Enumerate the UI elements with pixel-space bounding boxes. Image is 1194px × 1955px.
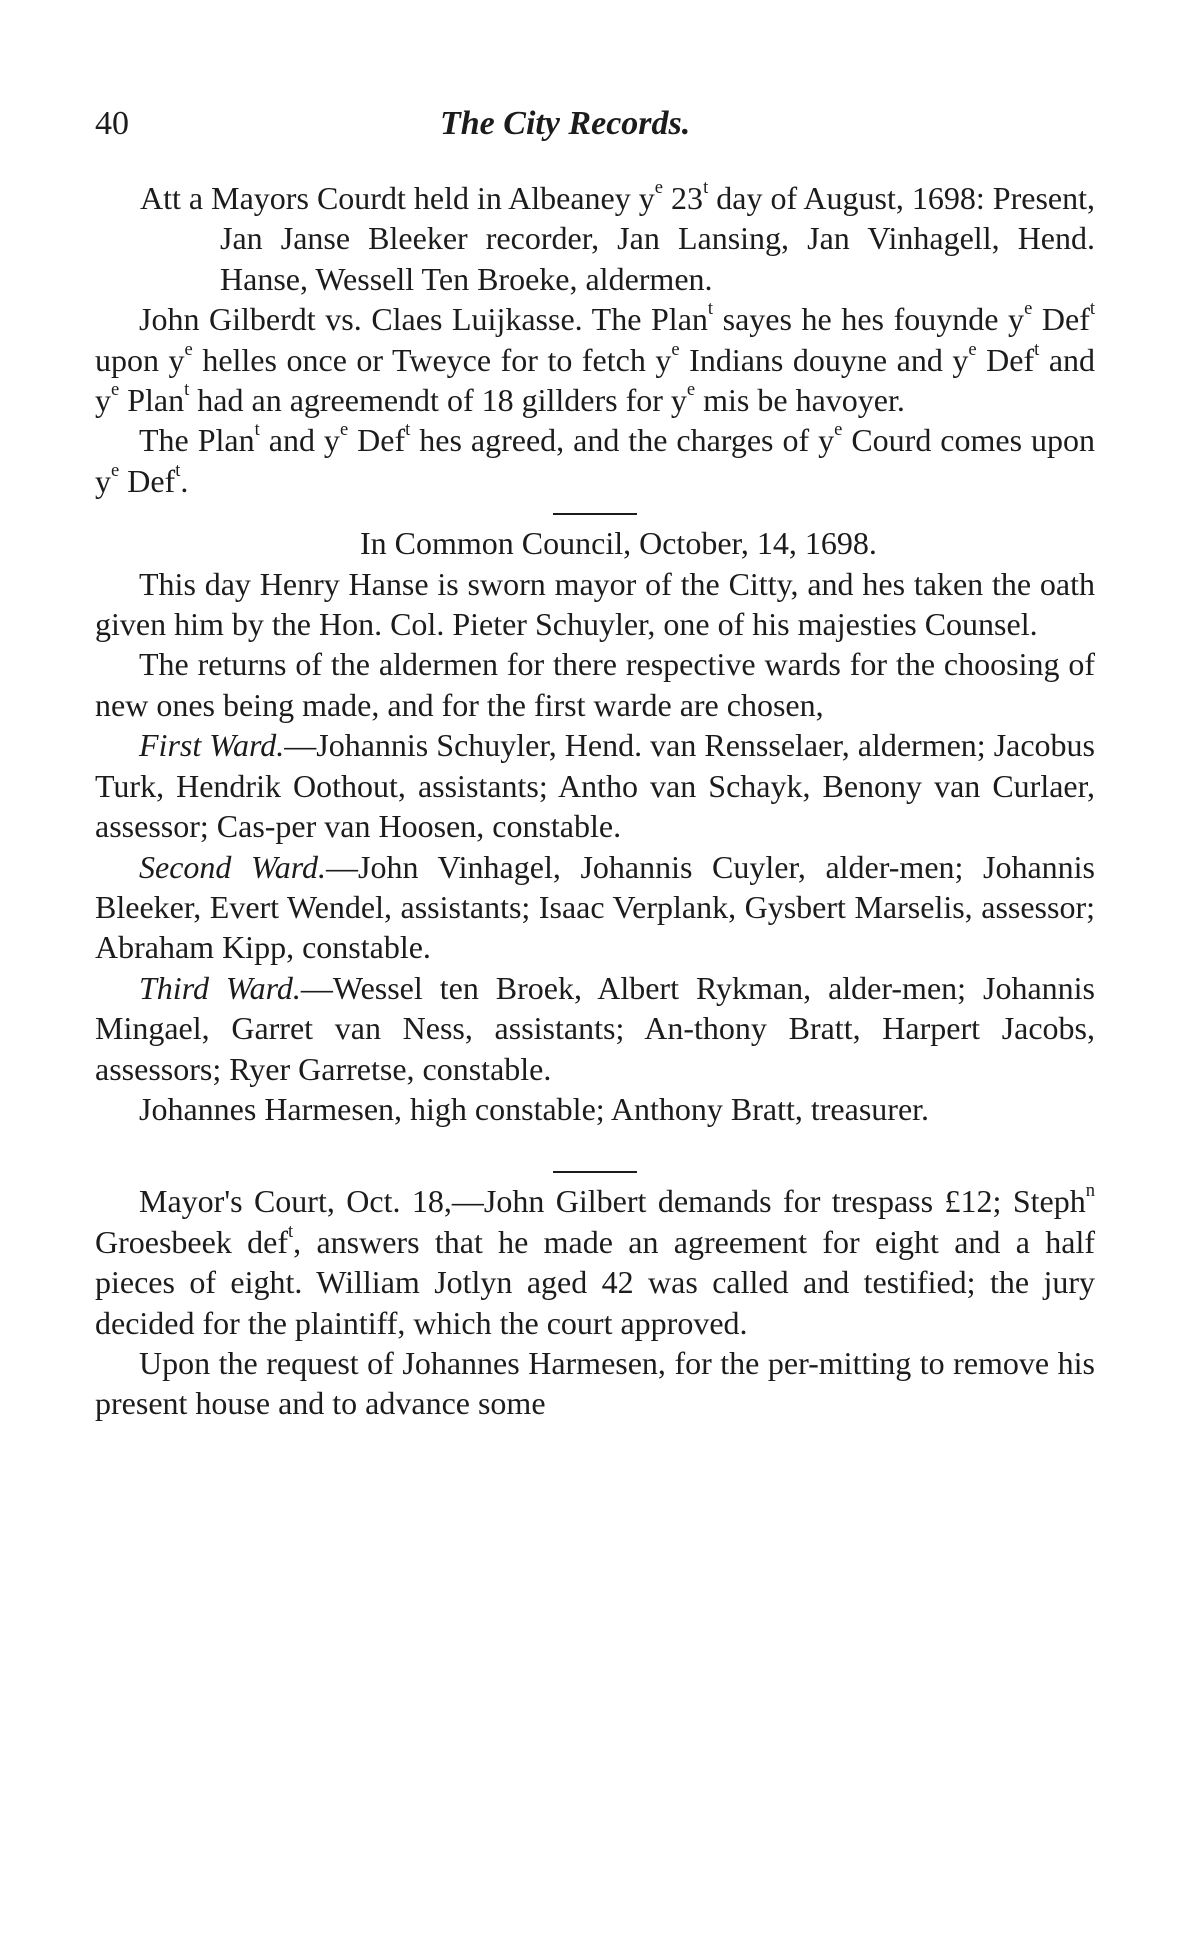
spacer xyxy=(95,1129,1095,1159)
superscript: e xyxy=(339,419,349,441)
superscript: t xyxy=(288,1220,294,1242)
text-run: Def xyxy=(976,341,1035,378)
superscript: n xyxy=(1085,1180,1095,1202)
section-divider xyxy=(553,1171,637,1173)
common-council-heading xyxy=(95,523,1095,563)
text-run: —John Vinhagel, Johannis Cuyler, alder-men; Johannis Bleeker, Evert Wendel, assistants; Isaac Verplank, Gysbert Marselis, assessor; Abraham Kipp, constable. xyxy=(95,848,1096,966)
text-run: helles once or Tweyce for to fetch y xyxy=(192,341,672,378)
superscript: e xyxy=(671,338,680,360)
paragraph-mayors-court-august xyxy=(95,178,1095,299)
text-run: Def xyxy=(119,462,176,499)
text-run: The returns of the aldermen for there respective wards for the choosing of new ones being made, and for the first warde are chosen, xyxy=(95,646,1095,723)
text-run: . xyxy=(180,462,189,499)
superscript: t xyxy=(184,379,190,401)
text-run: and y xyxy=(95,341,1096,419)
text-run: hes agreed, and the charges of y xyxy=(410,422,835,459)
superscript: t xyxy=(703,177,709,199)
text-run: Johannes Harmesen, high constable; Anthony Bratt, treasurer. xyxy=(139,1090,930,1127)
ward-label: Third Ward. xyxy=(139,969,301,1006)
text-run: had an agreemendt of 18 gillders for y xyxy=(189,382,687,419)
text-run: The Plan xyxy=(139,422,255,459)
text-run: mis be havoyer. xyxy=(695,382,905,419)
superscript: e xyxy=(968,338,977,360)
superscript: t xyxy=(707,298,714,320)
paragraph-first-ward xyxy=(95,725,1095,846)
text-run: This day Henry Hanse is sworn mayor of the Citty, and hes taken the oath given him by the Hon. Col. Pieter Schuyler, one of his majesties Counsel. xyxy=(95,565,1095,643)
ward-label: Second Ward. xyxy=(139,848,326,885)
text-run: Groesbeek def xyxy=(95,1223,288,1260)
paragraph-agreement-charges xyxy=(95,420,1095,501)
text-run: —Wessel ten Broek, Albert Rykman, alder-men; Johannis Mingael, Garret van Ness, assistants; An-thony Bratt, Harpert Jacobs, assessors; Ryer Garretse, constable. xyxy=(95,969,1096,1087)
text-run: , answers that he made an agreement for eight and a half pieces of eight. William Jotlyn aged 42 was called and testified; the jury decided for the plaintiff, which the court approved. xyxy=(95,1223,1096,1341)
text-run: Def xyxy=(348,422,406,459)
text-run: Def xyxy=(1032,301,1090,338)
text-run: upon y xyxy=(95,341,185,378)
superscript: e xyxy=(686,379,696,401)
superscript: t xyxy=(1089,298,1096,320)
section-divider xyxy=(553,513,637,515)
text-run: sayes he hes fouynde y xyxy=(713,301,1025,338)
paragraph-high-constable xyxy=(95,1089,1095,1129)
superscript: e xyxy=(654,177,664,199)
superscript: t xyxy=(405,419,411,441)
ward-label: First Ward. xyxy=(139,727,285,764)
text-run: Att a Mayors Courdt held in Albeaney y xyxy=(140,180,655,216)
superscript: t xyxy=(254,419,260,441)
superscript: e xyxy=(834,419,843,441)
paragraph-harmesen-request xyxy=(95,1343,1095,1424)
text-run: Courd comes upon y xyxy=(95,422,1096,499)
text-run: In Common Council, October, 14, 1698. xyxy=(360,525,877,562)
paragraph-returns-of-aldermen xyxy=(95,644,1095,725)
paragraph-third-ward xyxy=(95,968,1095,1089)
paragraph-mayor-sworn xyxy=(95,564,1095,645)
paragraph-second-ward xyxy=(95,847,1095,968)
text-run: and y xyxy=(259,422,340,459)
superscript: t xyxy=(175,460,181,482)
text-run: day of August, 1698: Present, Jan Janse Bleeker recorder, Jan Lansing, Jan Vinhagell, Hend. Hanse, Wessell Ten Broeke, aldermen. xyxy=(220,180,1096,297)
page-header xyxy=(95,105,1095,155)
paragraph-mayors-court-october xyxy=(95,1181,1095,1343)
text-run: Mayor's Court, Oct. 18,—John Gilbert demands for trespass £12; Steph xyxy=(139,1183,1086,1220)
text-run: Indians douyne and y xyxy=(679,341,969,378)
text-run: Plan xyxy=(119,382,185,419)
text-run: —Johannis Schuyler, Hend. van Rensselaer, aldermen; Jacobus Turk, Hendrik Oothout, assistants; Antho van Schayk, Benony van Curlaer, assessor; Cas-per van Hoosen, constable. xyxy=(95,727,1095,845)
superscript: e xyxy=(111,379,120,401)
text-run: John Gilberdt vs. Claes Luijkasse. The Plan xyxy=(139,301,708,338)
superscript: e xyxy=(1024,298,1033,320)
text-run: Upon the request of Johannes Harmesen, for the per-mitting to remove his present house and to advance some xyxy=(95,1344,1095,1422)
text-run: 23 xyxy=(663,180,704,216)
running-title: The City Records. xyxy=(440,105,691,142)
superscript: e xyxy=(184,338,193,360)
paragraph-gilberdt-vs-luijkasse xyxy=(95,299,1095,420)
body-text xyxy=(95,178,1095,1424)
page-number: 40 xyxy=(95,105,129,142)
superscript: e xyxy=(111,460,120,482)
superscript: t xyxy=(1034,338,1040,360)
